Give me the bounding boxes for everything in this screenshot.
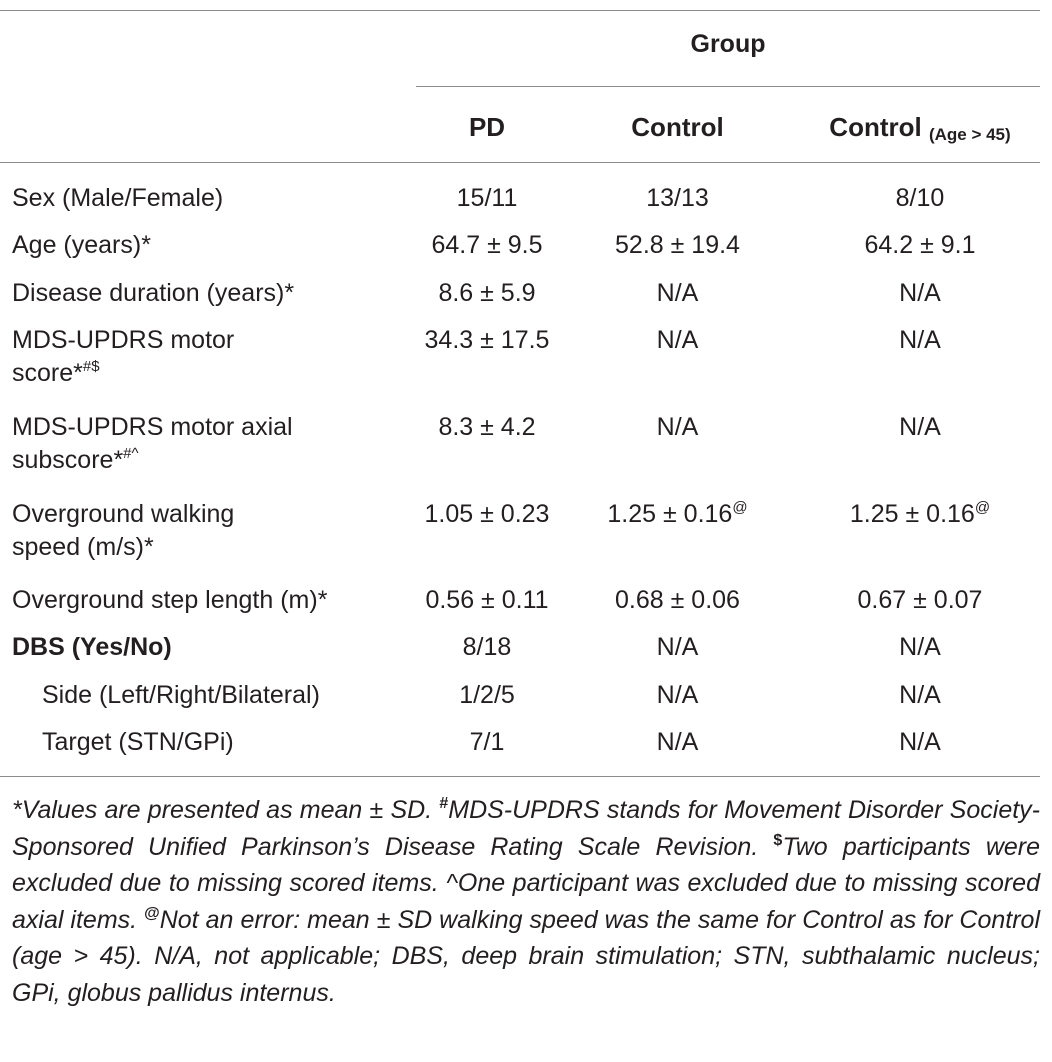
column-header-control: Control: [631, 112, 724, 142]
cell-control-age: N/A: [899, 413, 941, 441]
footnote-marker: #^: [123, 445, 139, 462]
column-header-control-age: [795, 112, 1045, 145]
row-label-line1: Overground walking: [12, 500, 235, 528]
footnote-text: Not an error: mean ± SD walking speed was the same for Control as for Control (age > 45). N/A, not applicable; DBS, deep brain stimulation; STN, subthalamic nucleus; GPi, globus pallidus internus.: [12, 905, 1040, 1007]
row-label: [12, 411, 402, 477]
cell-control-age: N/A: [899, 279, 941, 307]
cell-pd: 1.05 ± 0.23: [424, 500, 550, 528]
footnote-marker: $: [773, 831, 783, 849]
cell-pd: 8.3 ± 4.2: [438, 413, 536, 441]
row-label: Disease duration (years)*: [12, 279, 295, 307]
row-label-line1: MDS-UPDRS motor: [12, 326, 235, 354]
cell-control: N/A: [656, 633, 699, 661]
cell-control: 13/13: [646, 184, 709, 212]
row-label: DBS (Yes/No): [12, 633, 172, 661]
cell-control: N/A: [656, 681, 699, 709]
row-label-line1: MDS-UPDRS motor axial: [12, 413, 293, 441]
header-rule: [0, 162, 1040, 163]
row-label: [12, 498, 402, 564]
cell-pd: 64.7 ± 9.5: [431, 231, 543, 259]
cell-control-age: [795, 498, 1045, 531]
cell-pd: 1/2/5: [459, 681, 515, 709]
footnote-marker: @: [732, 499, 748, 516]
cell-pd: 15/11: [456, 184, 518, 212]
cell-control-value: 1.25 ± 0.16: [607, 500, 733, 528]
row-label: Sex (Male/Female): [12, 184, 224, 212]
footnote-marker: @: [974, 499, 991, 516]
cell-control-age: N/A: [899, 728, 941, 756]
cell-pd: 34.3 ± 17.5: [424, 326, 550, 354]
column-header-control-age-main: Control: [829, 112, 922, 142]
top-rule: [0, 10, 1040, 11]
column-header-control-age-sub: (Age > 45): [928, 125, 1011, 144]
cell-control: N/A: [656, 413, 699, 441]
cell-pd: 0.56 ± 0.11: [425, 586, 549, 614]
footnote-text: MDS-UPDRS stands for Movement Disorder Society-Sponsored Unified Parkinson’s Disease Rating Scale Revision.: [12, 796, 1040, 861]
table-footnote: [12, 792, 1040, 1011]
cell-control-age: N/A: [899, 633, 941, 661]
footnote-marker: #: [439, 795, 449, 812]
cell-pd: 8/18: [462, 633, 512, 661]
row-label: Age (years)*: [12, 231, 151, 259]
cell-control: 52.8 ± 19.4: [615, 231, 740, 259]
row-label-line2: speed (m/s)*: [12, 533, 154, 561]
cell-control: [590, 498, 765, 531]
cell-pd: 8.6 ± 5.9: [438, 279, 536, 307]
row-label-line2: subscore*: [12, 446, 124, 474]
cell-control-age: 0.67 ± 0.07: [857, 586, 983, 614]
cell-control-age: N/A: [899, 681, 941, 709]
group-rule: [416, 86, 1040, 87]
footnote-text: Two participants were excluded due to missing scored items. ^One participant was excluded due to missing scored axial items.: [12, 832, 1041, 934]
group-header: Group: [690, 30, 766, 58]
footnote-text: *Values are presented as mean ± SD.: [12, 796, 440, 824]
cell-control-age: N/A: [899, 326, 941, 354]
cell-control-age: 64.2 ± 9.1: [864, 231, 976, 259]
row-label: [12, 324, 402, 390]
cell-pd: 7/1: [469, 728, 505, 756]
row-label-line2: score*: [12, 359, 83, 387]
bottom-rule: [0, 776, 1040, 777]
cell-control: N/A: [656, 279, 699, 307]
cell-control: N/A: [656, 326, 699, 354]
cell-control-age-value: 1.25 ± 0.16: [849, 500, 975, 528]
cell-control: 0.68 ± 0.06: [615, 586, 740, 614]
footnote-marker: @: [144, 904, 160, 922]
cell-control: N/A: [656, 728, 699, 756]
row-label: Target (STN/GPi): [42, 728, 234, 756]
footnote-marker: #$: [82, 358, 100, 375]
row-label: Side (Left/Right/Bilateral): [42, 681, 320, 709]
column-header-pd: PD: [468, 112, 506, 142]
row-label: Overground step length (m)*: [12, 586, 328, 614]
cell-control-age: 8/10: [895, 184, 945, 212]
